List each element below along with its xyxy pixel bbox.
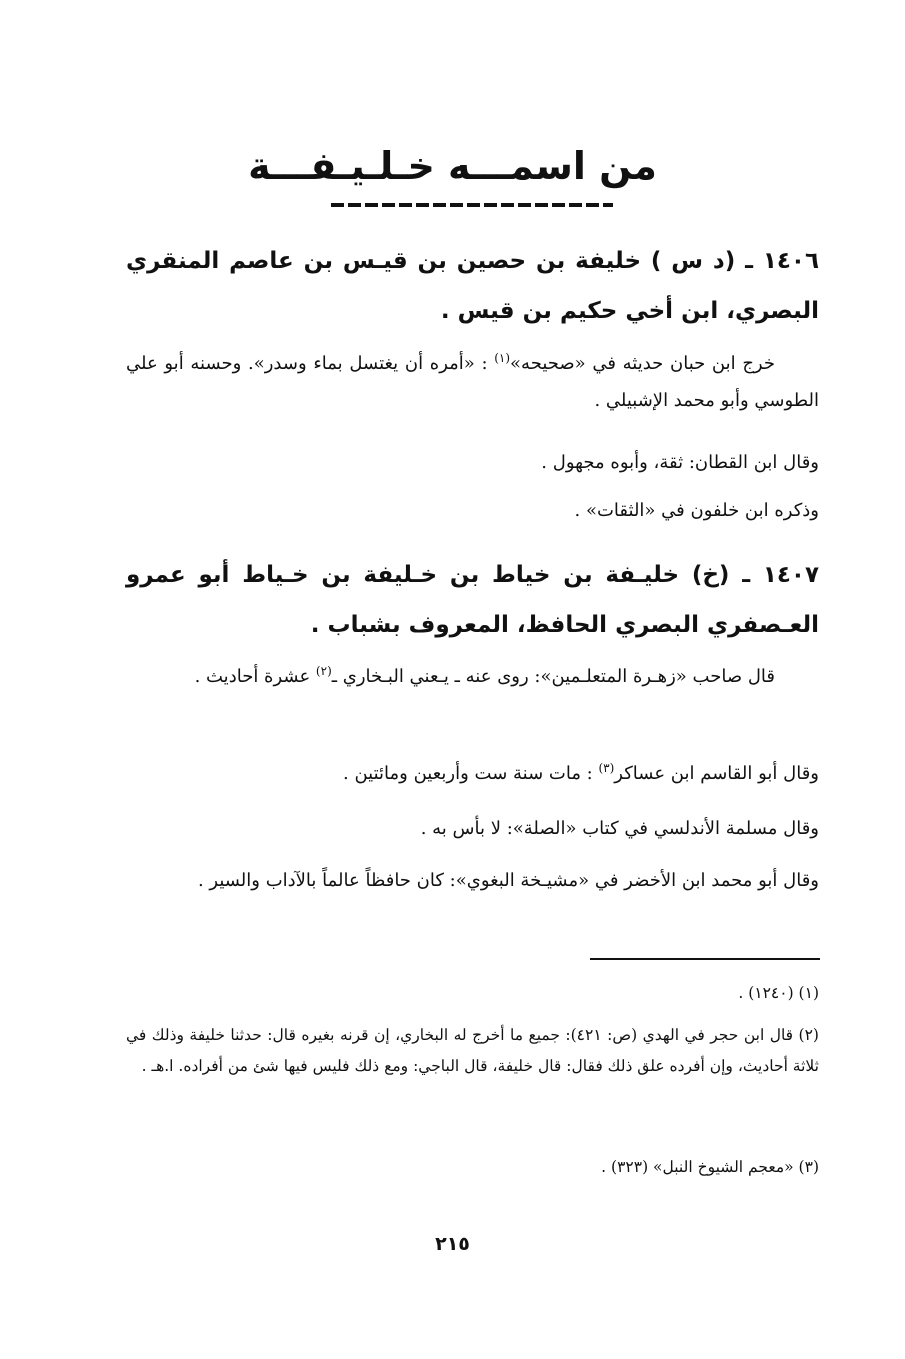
- page-number: ٢١٥: [435, 1233, 470, 1255]
- footnote-2: (٢) قال ابن حجر في الهدي (ص: ٤٢١): جميع ما أخرج له البخاري، إن قرنه بغيره قال: حدثنا خليفة وذلك في ثلاثة أحاديث، وإن أفرده علق ذلك فقال: قال خليفة، قال الباجي: ومع ذلك فليس فيها شئ من أفراده. ا.هـ .: [126, 1026, 819, 1075]
- entry-1407-p1-text-a: قال صاحب «زهـرة المتعلـمين»: روى عنه ـ يـعني البـخاري ـ: [331, 666, 775, 687]
- entry-1407-paragraph-4: وقال أبو محمد ابن الأخضر في «مشيـخة البغوي»: كان حافظاً عالماً بالآداب والسير .: [197, 870, 819, 891]
- entry-1406-paragraph-2: وقال ابن القطان: ثقة، وأبوه مجهول .: [541, 452, 819, 473]
- entry-1406-p1-text-b: : «أمره أن يغتسل بماء وسدر». وحسنه أبو علي الطوسي وأبو محمد الإشبيلي .: [126, 353, 819, 411]
- footnote-ref-3: (٣): [598, 761, 615, 775]
- entry-1406-paragraph-3: وذكره ابن خلفون في «الثقات» .: [574, 500, 819, 521]
- entry-1407-p2-text-a: وقال أبو القاسم ابن عساكر: [614, 763, 819, 784]
- footnote-ref-2: (٢): [315, 664, 332, 678]
- entry-1406-heading: ١٤٠٦ ـ (د س ) خليفة بن حصين بن قيـس بن عاصم المنقري البصري، ابن أخي حكيم بن قيس .: [126, 248, 819, 324]
- entry-1407-paragraph-2: [126, 755, 819, 792]
- entry-1407-p2-text-b: : مات سنة ست وأربعين ومائتين .: [343, 763, 599, 784]
- entry-1407-paragraph-1: [126, 658, 819, 695]
- section-title: من اسمـــه خـلـيـفـــة: [248, 144, 657, 188]
- footnote-separator: [590, 958, 820, 960]
- entry-1407-heading: ١٤٠٧ ـ (خ) خليـفة بن خياط بن خـليفة بن خـياط أبو عمرو العـصفري البصري الحافظ، المعروف بشباب .: [126, 562, 819, 638]
- entry-1407-paragraph-3: وقال مسلمة الأندلسي في كتاب «الصلة»: لا بأس به .: [420, 818, 819, 839]
- entry-1406-p1-text-a: خرج ابن حبان حديثه في «صحيحه»: [510, 353, 775, 374]
- title-decorative-rule: [331, 203, 613, 207]
- footnote-ref-1: (١): [494, 351, 511, 365]
- footnote-3: (٣) «معجم الشيوخ النبل» (٣٢٣) .: [601, 1158, 819, 1176]
- entry-1406-paragraph-1: [126, 345, 819, 419]
- entry-1407-p1-text-b: عشرة أحاديث .: [194, 666, 316, 687]
- footnote-1: (١) (١٢٤٠) .: [738, 984, 819, 1002]
